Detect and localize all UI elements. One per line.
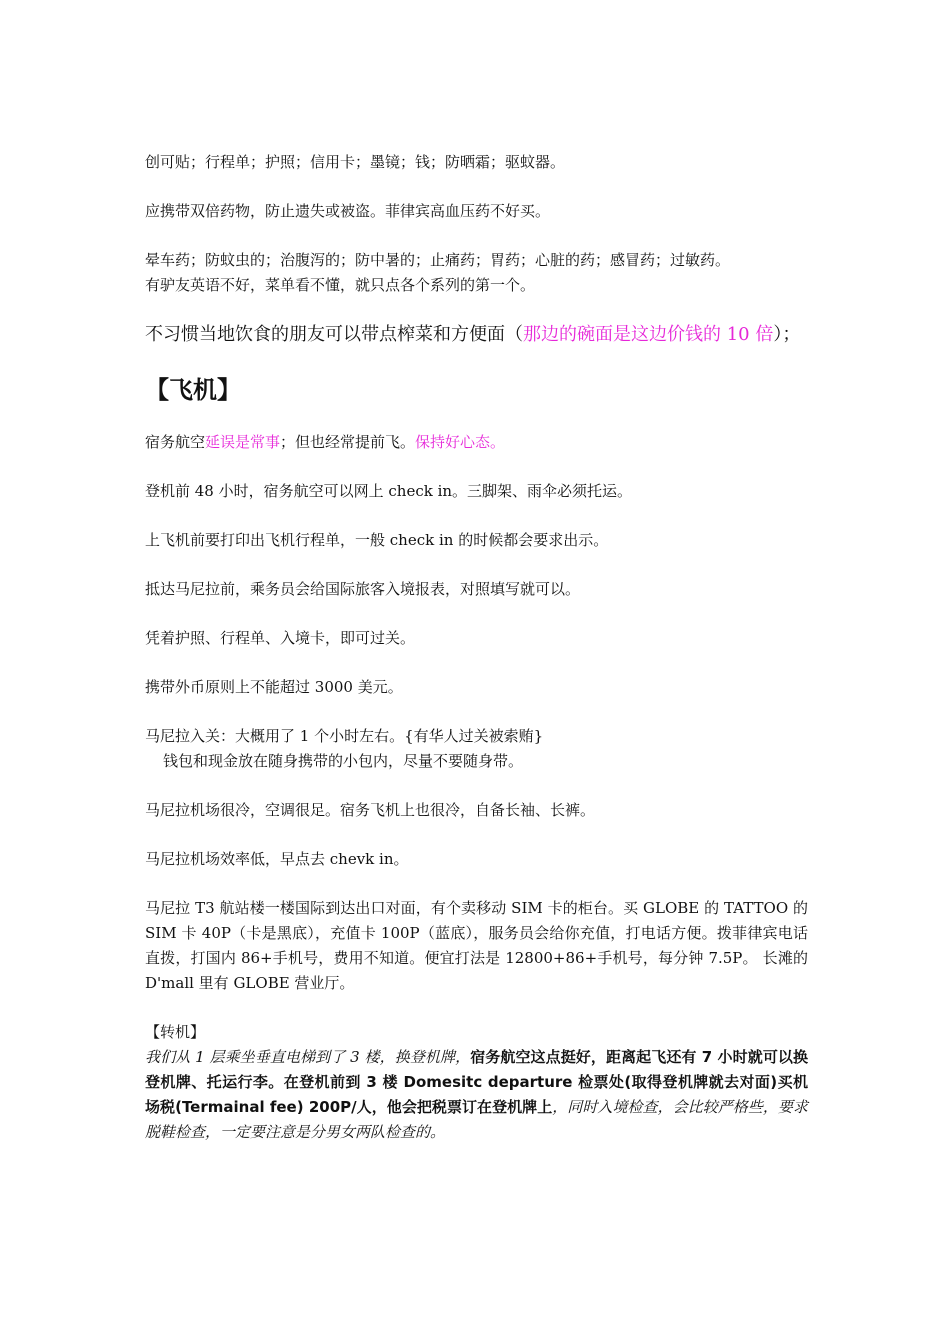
- document-body: [145, 150, 808, 1145]
- medicine-note: 应携带双倍药物，防止遗失或被盗。菲律宾高血压药不好买。: [145, 202, 551, 220]
- food-tip-end: ）；: [773, 324, 801, 345]
- currency-note: 携带外币原则上不能超过 3000 美元。: [145, 678, 403, 696]
- transfer-bold: 宿务航空这点挺好，距离起飞还有 7 小时就可以换登机牌、托运行李。在登机前到 3 楼 Domesitc departure 检票处(取得登机牌就去对面)买机场税(Termainal fee) 200P/人，他会把税票订在登机牌上: [145, 1048, 808, 1116]
- section-heading-transfer: 【转机】: [145, 1023, 206, 1041]
- checkin-note: 登机前 48 小时，宿务航空可以网上 check in。三脚架、雨伞必须托运。: [145, 482, 633, 500]
- delay-text: ；但也经常提前飞。: [280, 433, 416, 451]
- packing-list: 创可贴；行程单；护照；信用卡；墨镜；钱；防晒霜；驱蚊器。: [145, 153, 566, 171]
- transfer-italic-end: ，同时入境检查，会比较严格些，要求脱鞋检查，一定要注意是分男女两队检查的。: [145, 1098, 808, 1141]
- airport-efficiency-note: 马尼拉机场效率低，早点去 chevk in。: [145, 850, 409, 868]
- medicine-list: 晕车药；防蚊虫的；治腹泻的；防中暑的；止痛药；胃药；心脏的药；感冒药；过敏药。: [145, 251, 731, 269]
- food-tip-highlight: 那边的碗面是这边价钱的 10 倍: [523, 324, 774, 345]
- delay-highlight: 延误是常事: [205, 433, 281, 451]
- cold-airport-note: 马尼拉机场很冷，空调很足。宿务飞机上也很冷，自备长袖、长裤。: [145, 801, 596, 819]
- immigration-note: 马尼拉入关：大概用了 1 个小时左右。{有华人过关被索贿}: [145, 727, 544, 745]
- attitude-highlight: 保持好心态。: [415, 433, 506, 451]
- customs-note: 凭着护照、行程单、入境卡，即可过关。: [145, 629, 416, 647]
- airline-name: 宿务航空: [145, 433, 206, 451]
- wallet-note: 钱包和现金放在随身携带的小包内，尽量不要随身带。: [163, 752, 524, 770]
- food-tip: [145, 322, 808, 348]
- food-tip-text: 不习惯当地饮食的朋友可以带点榨菜和方便面（: [145, 324, 523, 345]
- transfer-paragraph: [145, 1045, 808, 1145]
- arrival-form-note: 抵达马尼拉前，乘务员会给国际旅客入境报表，对照填写就可以。: [145, 580, 581, 598]
- menu-tip: 有驴友英语不好，菜单看不懂，就只点各个系列的第一个。: [145, 276, 536, 294]
- itinerary-note: 上飞机前要打印出飞机行程单，一般 check in 的时候都会要求出示。: [145, 531, 609, 549]
- sim-card-note: 马尼拉 T3 航站楼一楼国际到达出口对面，有个卖移动 SIM 卡的柜台。买 GLOBE 的 TATTOO 的 SIM 卡 40P（卡是黑底），充值卡 100P（蓝底），服务员会给你充值，打电话方便。拨菲律宾电话直拨，打国内 86+手机号，费用不知道。便宜打法是 12800+86+手机号，每分钟 7.5P。 长滩的 D'mall 里有 GLOBE 营业厅。: [145, 899, 808, 992]
- flight-delay-note: [145, 430, 808, 455]
- transfer-italic-start: 我们从 1 层乘坐垂直电梯到了 3 楼，换登机牌，: [145, 1048, 471, 1066]
- section-heading-plane: 【飞机】: [145, 375, 241, 404]
